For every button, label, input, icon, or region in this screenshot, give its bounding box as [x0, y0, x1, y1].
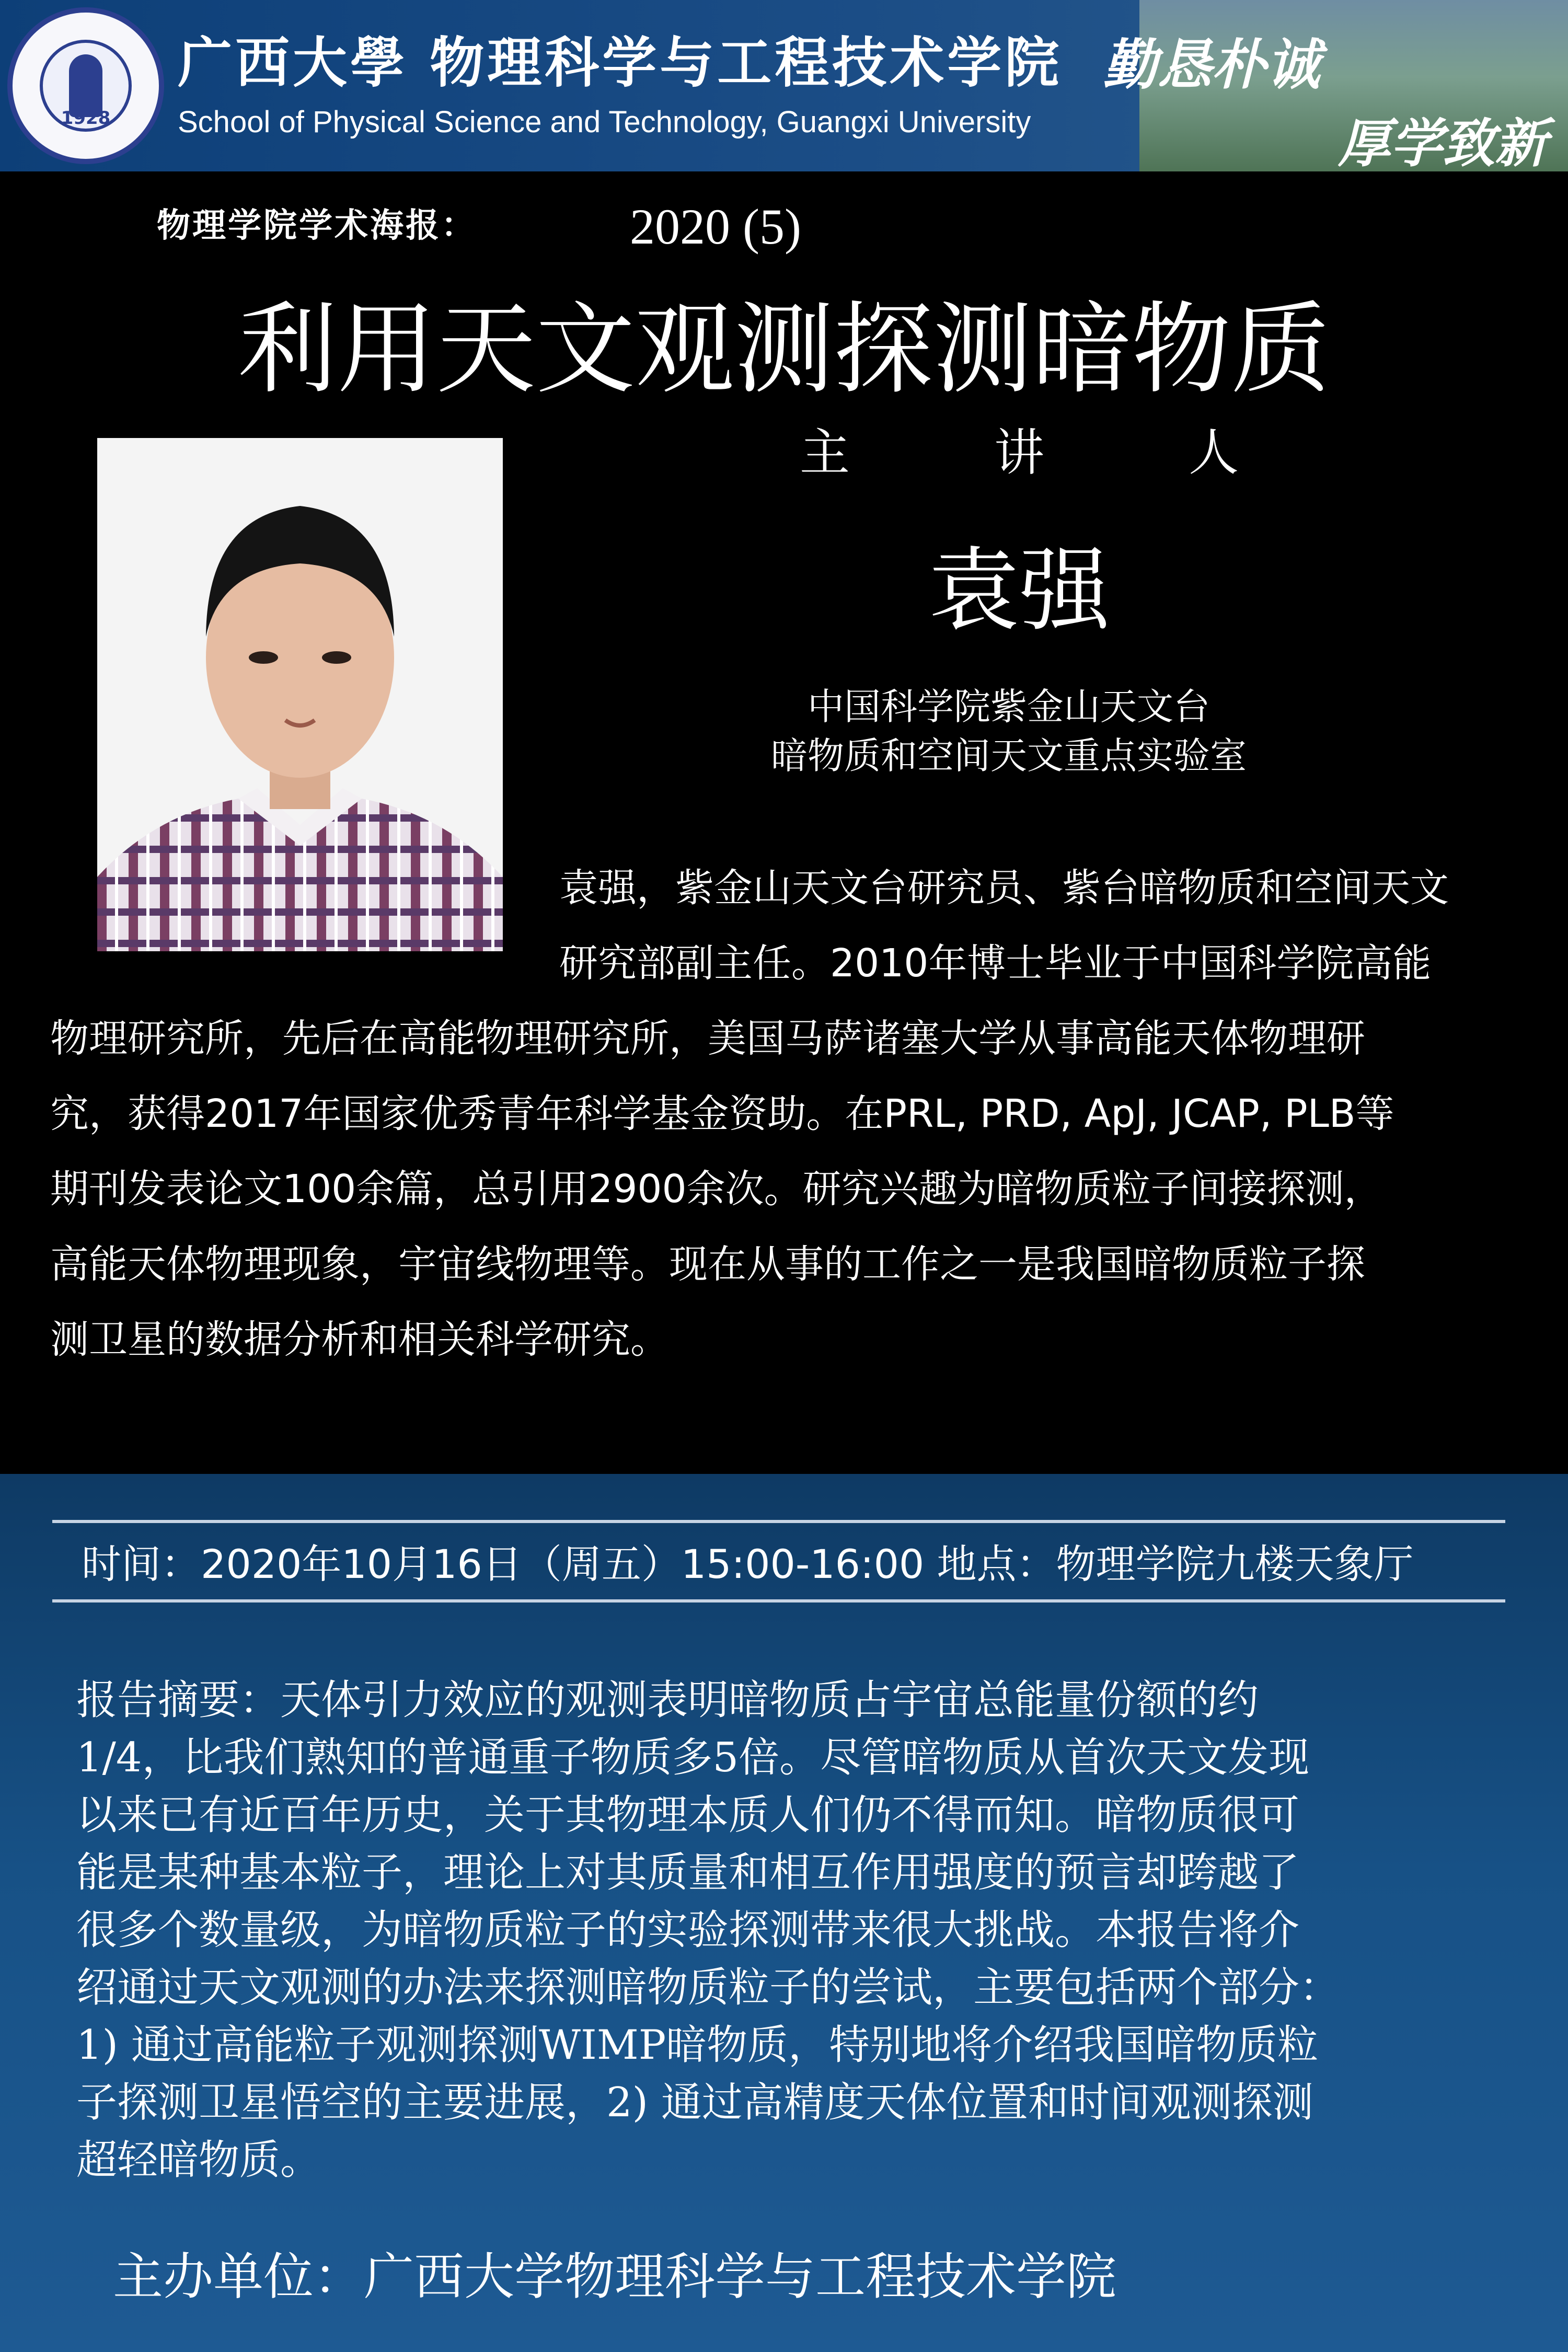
- abstract-line: 绍通过天文观测的办法来探测暗物质粒子的尝试，主要包括两个部分：: [76, 1964, 1341, 2011]
- bio-line: 袁强，紫金山天文台研究员、紫台暗物质和空间天文: [559, 866, 1449, 910]
- speaker-photo: [97, 438, 503, 951]
- logo-year: 1928: [61, 108, 111, 129]
- motto-line-1: 勤恳朴诚: [1103, 32, 1321, 97]
- abstract-line: 报告摘要：天体引力效应的观测表明暗物质占宇宙总能量份额的约: [76, 1677, 1259, 1724]
- speaker-name: 袁强: [928, 538, 1110, 644]
- bio-line: 期刊发表论文100余篇，总引用2900余次。研究兴趣为暗物质粒子间接探测，: [50, 1167, 1383, 1212]
- abstract-line: 1) 通过高能粒子观测探测WIMP暗物质，特别地将介绍我国暗物质粒: [76, 2022, 1319, 2069]
- speaker-affiliation-institute: 中国科学院紫金山天文台: [808, 685, 1210, 728]
- motto-line-2: 厚学致新: [1338, 112, 1547, 171]
- header-school-name-en: School of Physical Science and Technology, Guangxi University: [178, 105, 1031, 139]
- abstract-line: 以来已有近百年历史，关于其物理本质人们仍不得而知。暗物质很可: [76, 1792, 1300, 1839]
- bio-line: 高能天体物理现象，宇宙线物理等。现在从事的工作之一是我国暗物质粒子探: [50, 1242, 1365, 1287]
- speaker-affiliation-lab: 暗物质和空间天文重点实验室: [771, 734, 1247, 777]
- bio-line: 究，获得2017年国家优秀青年科学基金资助。在PRL, PRD, ApJ, JCAP, PLB等: [50, 1091, 1394, 1136]
- series-number: 2020 (5): [630, 199, 801, 255]
- abstract-line: 子探测卫星悟空的主要进展，2) 通过高精度天体位置和时间观测探测: [76, 2079, 1313, 2126]
- divider-bottom: [52, 1599, 1505, 1602]
- talk-title: 利用天文观测探测暗物质: [237, 292, 1330, 407]
- series-label: 物理学院学术海报：: [157, 206, 477, 245]
- abstract-line: 能是某种基本粒子，理论上对其质量和相互作用强度的预言却跨越了: [76, 1849, 1300, 1896]
- bio-line: 研究部副主任。2010年博士毕业于中国科学院高能: [559, 941, 1432, 986]
- header-banner: [0, 0, 1568, 171]
- university-logo-icon: [7, 7, 164, 164]
- organizer: 主办单位：广西大学物理科学与工程技术学院: [113, 2247, 1116, 2306]
- school-name-cn: 物理科学与工程技术学院: [430, 30, 1063, 95]
- bio-line: 物理研究所，先后在高能物理研究所，美国马萨诸塞大学从事高能天体物理研: [50, 1016, 1365, 1061]
- header-school-name-cn: [178, 19, 1062, 97]
- university-name-cn: 广西大學: [178, 30, 408, 95]
- event-time-place: 时间：2020年10月16日（周五）15:00-16:00 地点：物理学院九楼天象厅: [82, 1541, 1414, 1587]
- divider-top: [52, 1520, 1505, 1523]
- bio-line: 测卫星的数据分析和相关科学研究。: [50, 1317, 669, 1362]
- abstract-line: 很多个数量级，为暗物质粒子的实验探测带来很大挑战。本报告将介: [76, 1907, 1300, 1954]
- abstract-line: 超轻暗物质。: [76, 2137, 321, 2184]
- abstract-line: 1/4，比我们熟知的普通重子物质多5倍。尽管暗物质从首次天文发现: [76, 1734, 1310, 1781]
- speaker-portrait-icon: [97, 438, 503, 951]
- speaker-label: 主讲人: [800, 423, 1239, 482]
